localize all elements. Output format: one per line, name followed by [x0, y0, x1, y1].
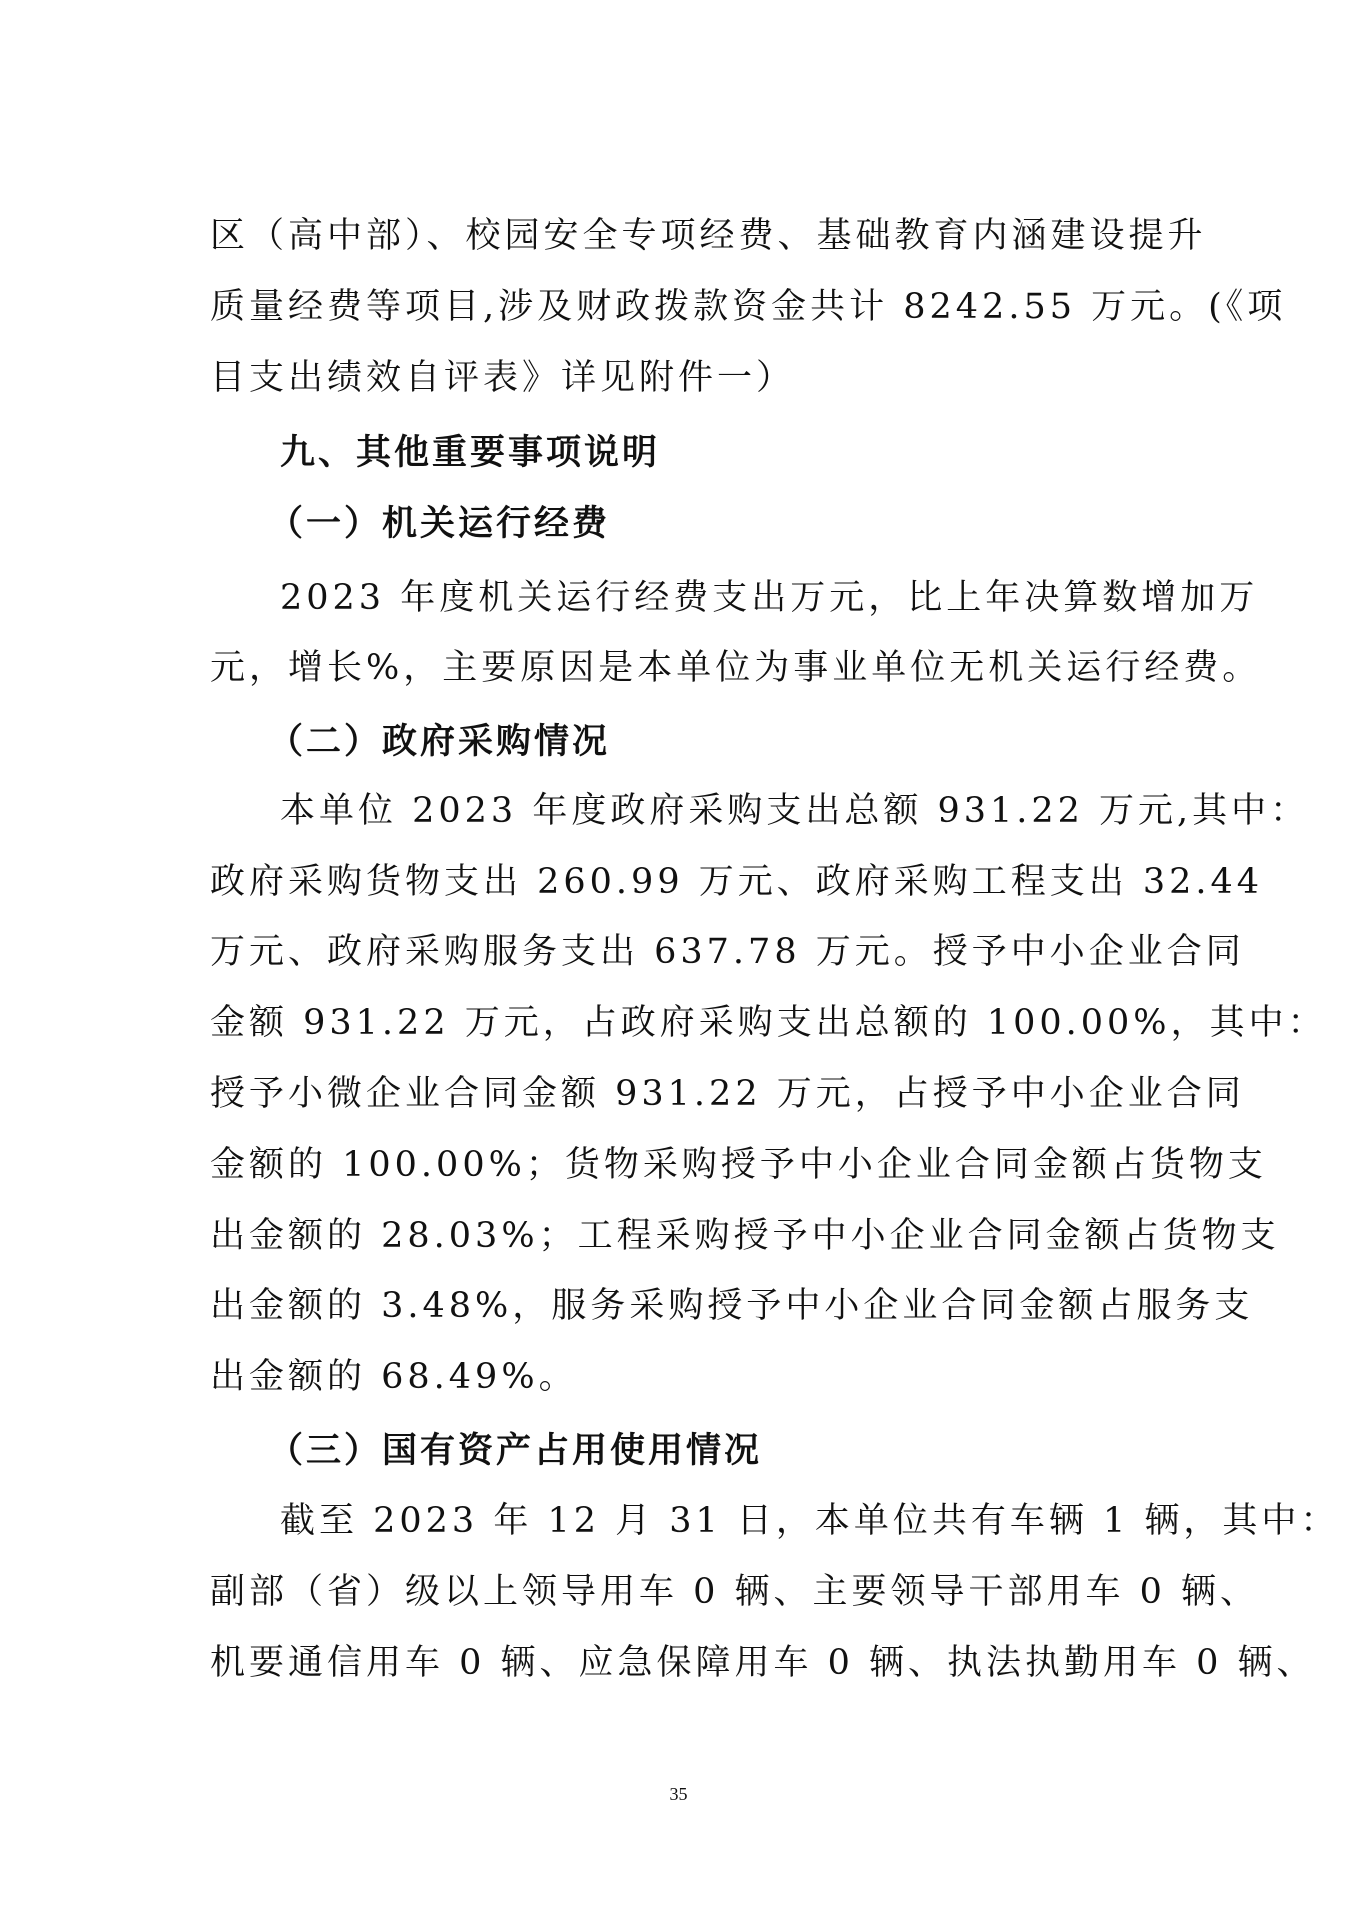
paragraph-line: 出金额的 3.48%，服务采购授予中小企业合同金额占服务支: [210, 1286, 1254, 1326]
paragraph-line: 目支出绩效自评表》详见附件一）: [210, 358, 796, 398]
paragraph-line: 金额 931.22 万元，占政府采购支出总额的 100.00%，其中：: [210, 1003, 1327, 1043]
paragraph-line: 万元、政府采购服务支出 637.78 万元。授予中小企业合同: [210, 932, 1245, 972]
paragraph-line: 截至 2023 年 12 月 31 日，本单位共有车辆 1 辆，其中：: [280, 1501, 1340, 1541]
subsection-heading: （三）国有资产占用使用情况: [268, 1431, 763, 1471]
paragraph-line: 机要通信用车 0 辆、应急保障用车 0 辆、执法执勤用车 0 辆、: [210, 1643, 1316, 1683]
paragraph-line: 2023 年度机关运行经费支出万元，比上年决算数增加万: [280, 578, 1259, 618]
page-number: 35: [669, 1784, 688, 1804]
paragraph-line: 区（高中部）、校园安全专项经费、基础教育内涵建设提升: [210, 216, 1207, 256]
paragraph-line: 授予小微企业合同金额 931.22 万元，占授予中小企业合同: [210, 1074, 1245, 1114]
section-heading: 九、其他重要事项说明: [280, 433, 661, 473]
paragraph-line: 金额的 100.00%；货物采购授予中小企业合同金额占货物支: [210, 1145, 1267, 1185]
subsection-heading: （二）政府采购情况: [268, 722, 611, 762]
paragraph-line: 出金额的 28.03%；工程采购授予中小企业合同金额占货物支: [210, 1216, 1280, 1256]
paragraph-line: 出金额的 68.49%。: [210, 1357, 578, 1397]
paragraph-line: 质量经费等项目,涉及财政拨款资金共计 8242.55 万元。(《项: [210, 287, 1287, 327]
subsection-heading: （一）机关运行经费: [268, 504, 611, 544]
paragraph-line: 副部（省）级以上领导用车 0 辆、主要领导干部用车 0 辆、: [210, 1572, 1260, 1612]
paragraph-line: 本单位 2023 年度政府采购支出总额 931.22 万元,其中：: [280, 791, 1310, 831]
paragraph-line: 元，增长%，主要原因是本单位为事业单位无机关运行经费。: [210, 648, 1262, 688]
paragraph-line: 政府采购货物支出 260.99 万元、政府采购工程支出 32.44: [210, 862, 1264, 902]
